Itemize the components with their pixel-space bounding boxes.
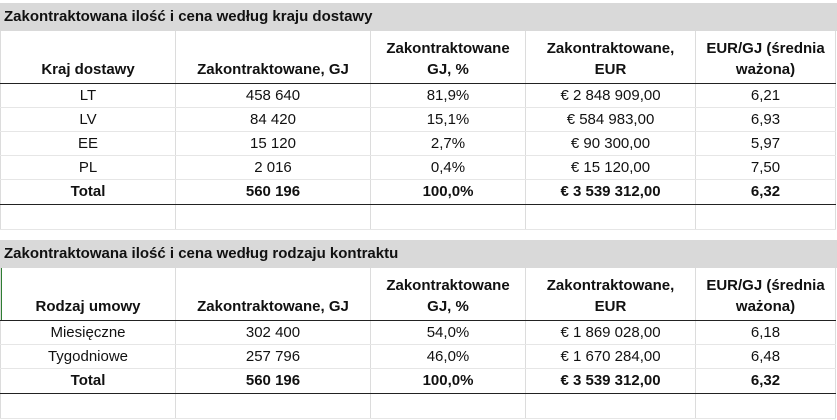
total-eur: € 3 539 312,00 xyxy=(526,368,696,393)
cell-eur-gj: 6,48 xyxy=(696,344,836,368)
cell-gj-percent: 81,9% xyxy=(371,83,526,107)
cell-eur: € 90 300,00 xyxy=(526,131,696,155)
total-gj: 560 196 xyxy=(176,368,371,393)
empty-cell xyxy=(526,204,696,229)
header-contract-type: Rodzaj umowy xyxy=(1,268,176,320)
total-label: Total xyxy=(1,368,176,393)
cell-eur: € 15 120,00 xyxy=(526,155,696,179)
cell-gj: 2 016 xyxy=(176,155,371,179)
empty-cell xyxy=(1,204,176,229)
header-eur-gj: EUR/GJ (średnia ważona) xyxy=(696,31,836,83)
cell-gj-percent: 15,1% xyxy=(371,107,526,131)
cell-eur: € 584 983,00 xyxy=(526,107,696,131)
header-gj: Zakontraktowane, GJ xyxy=(176,268,371,320)
cell-eur-gj: 5,97 xyxy=(696,131,836,155)
total-eur: € 3 539 312,00 xyxy=(526,179,696,204)
cell-eur: € 2 848 909,00 xyxy=(526,83,696,107)
empty-cell xyxy=(371,393,526,418)
total-eur-gj: 6,32 xyxy=(696,368,836,393)
cell-contract-type: Miesięczne xyxy=(1,320,176,344)
cell-gj-percent: 46,0% xyxy=(371,344,526,368)
cell-eur-gj: 6,18 xyxy=(696,320,836,344)
total-eur-gj: 6,32 xyxy=(696,179,836,204)
empty-cell xyxy=(1,393,176,418)
empty-cell xyxy=(696,204,836,229)
header-eur: Zakontraktowane, EUR xyxy=(526,268,696,320)
total-gj-percent: 100,0% xyxy=(371,368,526,393)
country-table xyxy=(0,31,836,230)
cell-country: PL xyxy=(1,155,176,179)
cell-eur: € 1 869 028,00 xyxy=(526,320,696,344)
cell-gj: 15 120 xyxy=(176,131,371,155)
cell-gj-percent: 0,4% xyxy=(371,155,526,179)
header-country: Kraj dostawy xyxy=(1,31,176,83)
header-row xyxy=(1,31,836,83)
cell-country: EE xyxy=(1,131,176,155)
cell-country: LV xyxy=(1,107,176,131)
table-row xyxy=(1,320,836,344)
header-gj: Zakontraktowane, GJ xyxy=(176,31,371,83)
header-gj-percent: Zakontraktowane GJ, % xyxy=(371,268,526,320)
cell-contract-type: Tygodniowe xyxy=(1,344,176,368)
cell-gj: 302 400 xyxy=(176,320,371,344)
header-gj-percent: Zakontraktowane GJ, % xyxy=(371,31,526,83)
cell-gj: 84 420 xyxy=(176,107,371,131)
section-title-country: Zakontraktowana ilość i cena według kraju dostawy xyxy=(0,3,837,31)
table-row xyxy=(1,155,836,179)
cell-eur-gj: 6,21 xyxy=(696,83,836,107)
empty-cell xyxy=(526,393,696,418)
header-eur: Zakontraktowane, EUR xyxy=(526,31,696,83)
cell-gj: 257 796 xyxy=(176,344,371,368)
total-gj-percent: 100,0% xyxy=(371,179,526,204)
cell-eur: € 1 670 284,00 xyxy=(526,344,696,368)
header-row xyxy=(1,268,836,320)
cell-gj-percent: 2,7% xyxy=(371,131,526,155)
cell-eur-gj: 6,93 xyxy=(696,107,836,131)
total-label: Total xyxy=(1,179,176,204)
table-row xyxy=(1,344,836,368)
empty-cell xyxy=(371,204,526,229)
table-row xyxy=(1,107,836,131)
cell-gj: 458 640 xyxy=(176,83,371,107)
section-title-contract: Zakontraktowana ilość i cena według rodzaju kontraktu xyxy=(0,240,837,268)
empty-row xyxy=(1,393,836,418)
total-row xyxy=(1,179,836,204)
cell-eur-gj: 7,50 xyxy=(696,155,836,179)
cell-country: LT xyxy=(1,83,176,107)
empty-cell xyxy=(696,393,836,418)
table-row xyxy=(1,131,836,155)
table-row xyxy=(1,83,836,107)
empty-cell xyxy=(176,393,371,418)
contract-table xyxy=(0,268,836,419)
empty-cell xyxy=(176,204,371,229)
cell-gj-percent: 54,0% xyxy=(371,320,526,344)
empty-row xyxy=(1,204,836,229)
total-gj: 560 196 xyxy=(176,179,371,204)
header-eur-gj: EUR/GJ (średnia ważona) xyxy=(696,268,836,320)
total-row xyxy=(1,368,836,393)
